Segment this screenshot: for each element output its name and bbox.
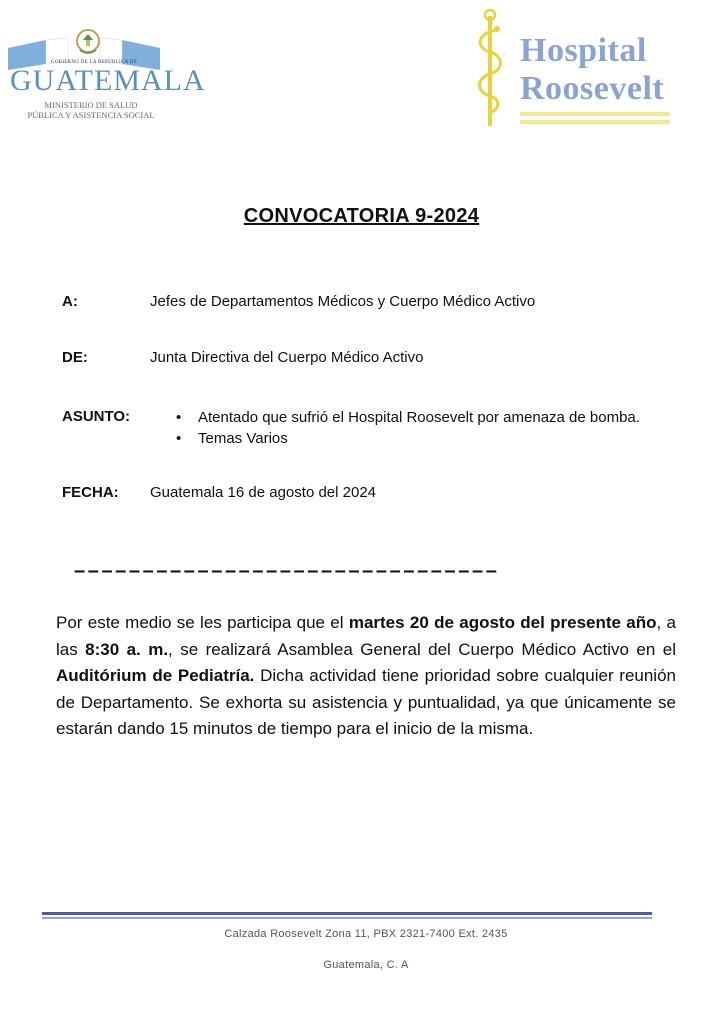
from-label: DE: xyxy=(62,349,88,366)
body-paragraph xyxy=(56,610,676,743)
footer-rule xyxy=(42,912,652,915)
guatemala-coat-of-arms-icon xyxy=(70,26,106,58)
meeting-time: 8:30 a. m. xyxy=(85,639,169,659)
subject-item: • Temas Varios xyxy=(176,428,640,449)
hospital-name xyxy=(520,32,664,108)
caduceus-staff-icon xyxy=(470,8,510,128)
from-value: Junta Directiva del Cuerpo Médico Activo xyxy=(150,349,424,366)
government-line: GOBIERNO DE LA REPÚBLICA DE xyxy=(50,60,138,65)
hospital-roosevelt-logo xyxy=(470,8,680,128)
footer-city: Guatemala, C. A xyxy=(323,959,409,971)
footer-address: Calzada Roosevelt Zona 11, PBX 2321-7400 Ext. 2435 xyxy=(224,928,508,940)
to-label: A: xyxy=(62,293,78,310)
logo-underline-2 xyxy=(520,120,670,124)
logo-underline xyxy=(520,112,670,116)
meeting-date: martes 20 de agosto del presente año xyxy=(348,613,657,632)
country-name: GUATEMALA xyxy=(10,64,206,97)
body-text-1: Por este medio se les participa que el xyxy=(56,613,349,632)
body-text-4: Dicha actividad tiene prioridad sobre cualquier reunión de Departamento. Se exhorta su asistencia y puntualidad, ya que únicamente se estarán dando 15 minutos de tiempo para el inicio de la misma. xyxy=(56,666,676,738)
footer-rule-secondary xyxy=(42,917,652,919)
subject-list xyxy=(176,407,640,449)
hospital-name-line-2: Roosevelt xyxy=(520,70,665,107)
ministry-name xyxy=(16,100,166,120)
subject-item: • Atentado que sufrió el Hospital Roosevelt por amenaza de bomba. xyxy=(176,407,640,428)
document-title: CONVOCATORIA 9-2024 xyxy=(243,205,480,227)
to-value: Jefes de Departamentos Médicos y Cuerpo Médico Activo xyxy=(150,293,536,310)
meeting-place: Auditórium de Pediatría. xyxy=(56,666,255,685)
date-label: FECHA: xyxy=(62,484,119,501)
ministry-line-2: PÚBLICA Y ASISTENCIA SOCIAL xyxy=(27,110,155,120)
guatemala-government-logo xyxy=(6,26,206,126)
dashed-separator: ––––––––––––––––––––––––––––––– xyxy=(74,560,500,582)
date-value: Guatemala 16 de agosto del 2024 xyxy=(150,484,377,501)
body-text-3: , se realizará Asamblea General del Cuerpo Médico Activo en el xyxy=(168,639,676,659)
body-text-2: , a las xyxy=(56,613,676,659)
ministry-line-1: MINISTERIO DE SALUD xyxy=(44,100,138,110)
hospital-name-line-1: Hospital xyxy=(520,32,647,69)
subject-label: ASUNTO: xyxy=(62,408,131,425)
